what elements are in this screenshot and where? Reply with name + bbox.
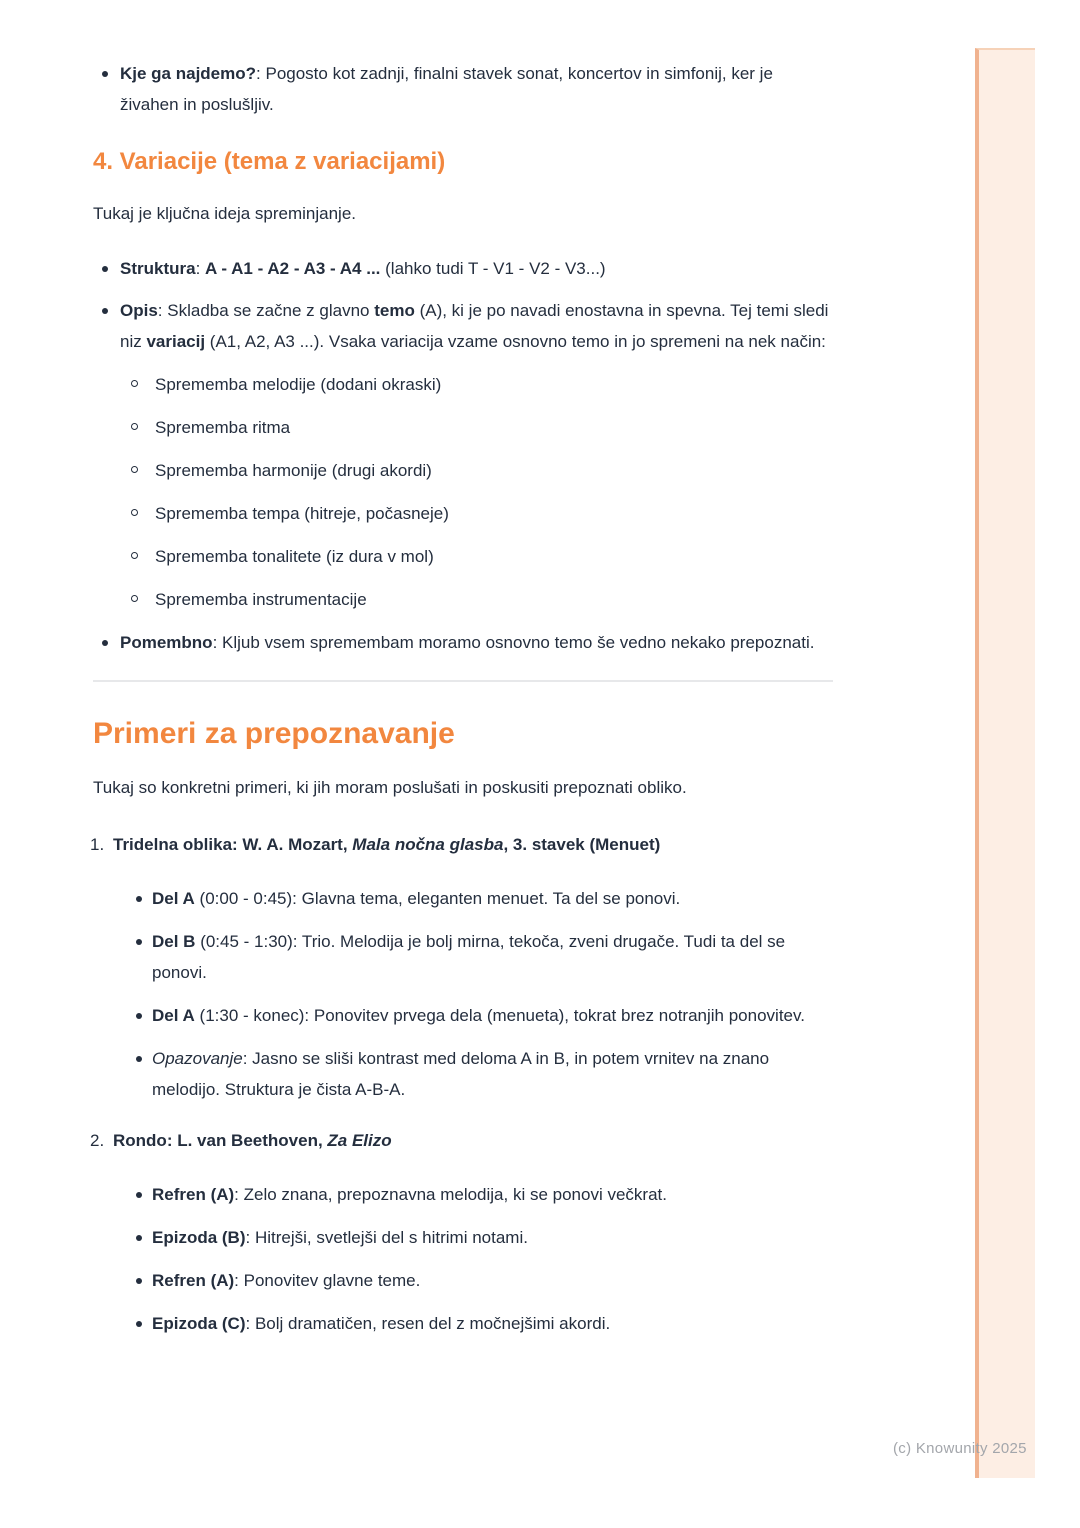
text-segment: Epizoda (B) xyxy=(152,1228,246,1247)
example-detail-item xyxy=(113,1179,833,1210)
numbered-example-list xyxy=(93,829,833,1339)
text-segment: Kje ga najdemo? xyxy=(120,64,257,83)
text-segment: : Pogosto kot zadnji, finalni stavek sonat, koncertov in simfonij, ker je živahen in poslušljiv. xyxy=(120,64,773,114)
text-segment: Opis xyxy=(120,301,158,320)
bullet-list xyxy=(93,253,833,658)
text-segment: Pomembno xyxy=(120,633,213,652)
text-segment: Del B xyxy=(152,932,196,951)
example-detail-list xyxy=(113,1179,833,1339)
text-segment: : Zelo znana, prepoznavna melodija, ki se ponovi večkrat. xyxy=(234,1185,667,1204)
text-segment: Refren (A) xyxy=(152,1271,235,1290)
text-segment: : Kljub vsem spremembam moramo osnovno temo še vedno nekako prepoznati. xyxy=(212,633,815,652)
text-segment: : Skladba se začne z glavno xyxy=(157,301,375,320)
text-segment: (lahko tudi T - V1 - V2 - V3...) xyxy=(380,259,606,278)
paragraph: Tukaj so konkretni primeri, ki jih moram poslušati in poskusiti prepoznati obliko. xyxy=(93,778,687,797)
sub-bullet-item: Sprememba harmonije (drugi akordi) xyxy=(120,455,833,486)
sub-bullet-item: Sprememba tempa (hitreje, počasneje) xyxy=(120,498,833,529)
document-body xyxy=(93,0,833,1359)
text-segment: (1:30 - konec): Ponovitev prvega dela (menueta), tokrat brez notranjih ponovitev. xyxy=(194,1006,805,1025)
section-heading: Primeri za prepoznavanje xyxy=(93,717,455,750)
text-segment: : Hitrejši, svetlejši del s hitrimi notami. xyxy=(245,1228,528,1247)
text-segment: (A), ki je po navadi enostavna in spevna. Tej temi sledi niz xyxy=(120,301,829,351)
text-segment: Za Elizo xyxy=(327,1131,392,1150)
knowunity-watermark: (c) Knowunity 2025 xyxy=(893,1440,1027,1457)
text-segment: : xyxy=(195,259,206,278)
example-detail-item xyxy=(113,1222,833,1253)
text-segment: (0:45 - 1:30): Trio. Melodija je bolj mirna, tekoča, zveni drugače. Tudi ta del se ponovi. xyxy=(152,932,786,982)
text-segment: (0:00 - 0:45): Glavna tema, eleganten menuet. Ta del se ponovi. xyxy=(194,889,681,908)
sub-bullet-list xyxy=(120,369,833,615)
example-detail-list xyxy=(113,883,833,1105)
text-segment: variacij xyxy=(146,332,206,351)
text-segment: Rondo: L. van Beethoven, xyxy=(113,1131,328,1150)
sub-bullet-item: Sprememba instrumentacije xyxy=(120,584,833,615)
text-segment: : Ponovitev glavne teme. xyxy=(234,1271,421,1290)
numbered-item xyxy=(93,1125,833,1339)
bullet-list xyxy=(93,58,833,120)
numbered-item xyxy=(93,829,833,1105)
example-detail-item xyxy=(113,1043,833,1105)
example-detail-item xyxy=(113,1265,833,1296)
text-segment: Struktura xyxy=(120,259,196,278)
bullet-item xyxy=(93,58,833,120)
bullet-item xyxy=(93,253,833,284)
text-segment: Del A xyxy=(152,1006,195,1025)
text-segment: Mala nočna glasba xyxy=(352,835,504,854)
text-segment: , 3. stavek (Menuet) xyxy=(503,835,661,854)
text-segment: A - A1 - A2 - A3 - A4 ... xyxy=(205,259,381,278)
paragraph: Tukaj je ključna ideja spreminjanje. xyxy=(93,204,357,223)
section-heading: 4. Variacije (tema z variacijami) xyxy=(93,148,446,175)
text-segment: : Bolj dramatičen, resen del z močnejšimi akordi. xyxy=(245,1314,611,1333)
text-segment: : Jasno se sliši kontrast med deloma A in B, in potem vrnitev na znano melodijo. Struktura je čista A-B-A. xyxy=(152,1049,770,1099)
text-segment: Del A xyxy=(152,889,195,908)
text-segment: Epizoda (C) xyxy=(152,1314,246,1333)
section-divider xyxy=(93,680,833,682)
text-segment: Tridelna oblika: W. A. Mozart, xyxy=(113,835,353,854)
example-detail-item xyxy=(113,926,833,988)
bullet-item xyxy=(93,295,833,615)
text-segment: Opazovanje xyxy=(152,1049,243,1068)
example-detail-item xyxy=(113,1308,833,1339)
bullet-item xyxy=(93,627,833,658)
sub-bullet-item: Sprememba tonalitete (iz dura v mol) xyxy=(120,541,833,572)
example-detail-item xyxy=(113,883,833,914)
text-segment: (A1, A2, A3 ...). Vsaka variacija vzame osnovno temo in jo spremeni na nek način: xyxy=(205,332,826,351)
sub-bullet-item: Sprememba melodije (dodani okraski) xyxy=(120,369,833,400)
text-segment: Refren (A) xyxy=(152,1185,235,1204)
page-edge-stripe xyxy=(975,48,1035,1478)
example-detail-item xyxy=(113,1000,833,1031)
text-segment: temo xyxy=(374,301,415,320)
sub-bullet-item: Sprememba ritma xyxy=(120,412,833,443)
